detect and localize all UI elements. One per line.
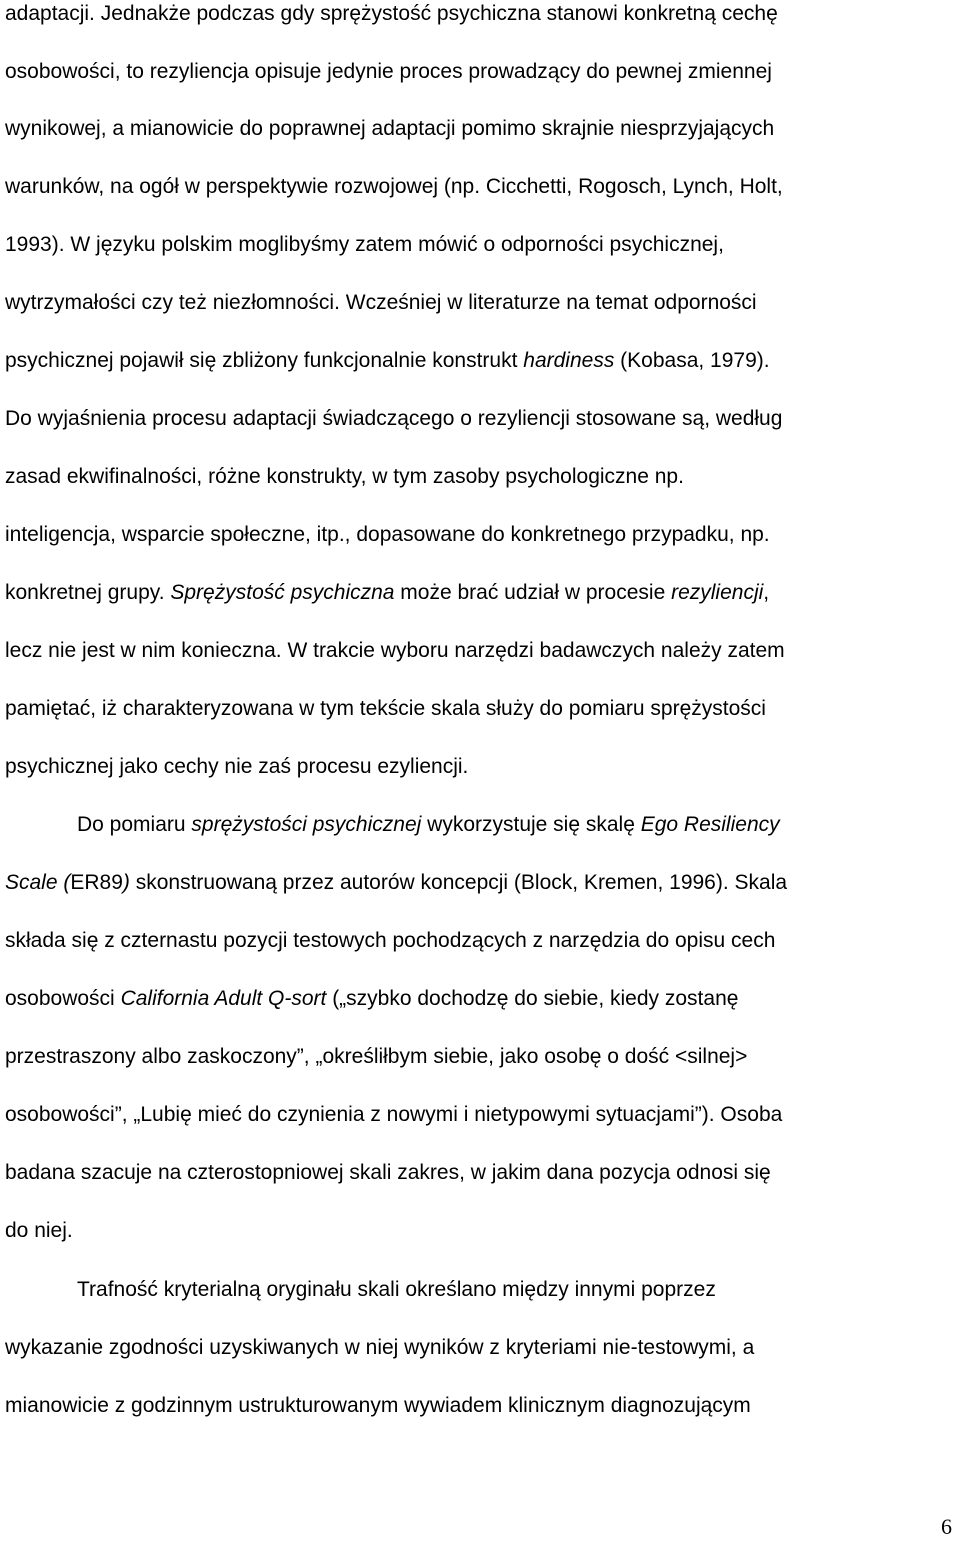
- text-line: [5, 175, 783, 199]
- text-line: [5, 1103, 782, 1127]
- text-run: wykazanie zgodności uzyskiwanych w niej wyników z kryteriami nie-testowymi, a: [5, 1336, 755, 1359]
- text-run: pamiętać, iż charakteryzowana w tym tekście skala służy do pomiaru sprężystości: [5, 697, 766, 720]
- italic-term: rezyliencji: [671, 581, 764, 604]
- page-number: 6: [941, 1514, 952, 1539]
- text-run: składa się z czternastu pozycji testowych pochodzących z narzędzia do opisu cech: [5, 929, 776, 952]
- text-line: [5, 1045, 747, 1069]
- text-line: [5, 697, 766, 721]
- text-run: osobowości: [5, 987, 121, 1010]
- text-line: [5, 871, 787, 895]
- text-line: [5, 523, 770, 547]
- text-run: Do pomiaru: [77, 813, 192, 836]
- text-line: [5, 929, 775, 953]
- text-run: wytrzymałości czy też niezłomności. Wcześniej w literaturze na temat odporności: [5, 291, 757, 314]
- text-line: [77, 1278, 716, 1302]
- text-line: [5, 1336, 754, 1360]
- text-line: [5, 465, 684, 489]
- text-line: [77, 813, 780, 837]
- text-line: [5, 1394, 751, 1418]
- text-run: Do wyjaśnienia procesu adaptacji świadczącego o rezyliencji stosowane są, według: [5, 407, 783, 430]
- italic-term: California Adult Q-sort: [120, 987, 327, 1010]
- text-line: [5, 755, 468, 779]
- text-run: skonstruowaną przez autorów koncepcji (Block, Kremen, 1996). Skala: [129, 871, 788, 894]
- italic-term: Scale (: [5, 871, 71, 894]
- text-line: [5, 639, 785, 663]
- text-run: do niej.: [5, 1219, 73, 1242]
- text-run: mianowicie z godzinnym ustrukturowanym wywiadem klinicznym diagnozującym: [5, 1394, 751, 1417]
- italic-term: Sprężystość psychiczna: [170, 581, 395, 604]
- italic-term: hardiness: [523, 349, 615, 372]
- text-run: osobowości, to rezyliencja opisuje jedynie proces prowadzący do pewnej zmiennej: [5, 60, 772, 83]
- text-line: [5, 1219, 73, 1243]
- text-run: zasad ekwifinalności, różne konstrukty, w tym zasoby psychologiczne np.: [5, 465, 684, 488]
- text-line: [5, 60, 772, 84]
- text-line: [5, 117, 774, 141]
- text-line: [5, 987, 738, 1011]
- text-line: [5, 2, 778, 26]
- text-run: wykorzystuje się skalę: [421, 813, 641, 836]
- text-line: [5, 407, 782, 431]
- italic-term: ): [122, 871, 130, 894]
- text-run: („szybko dochodzę do siebie, kiedy zostanę: [326, 987, 739, 1010]
- text-run: wynikowej, a mianowicie do poprawnej adaptacji pomimo skrajnie niesprzyjających: [5, 117, 775, 140]
- text-run: przestraszony albo zaskoczony”, „określiłbym siebie, jako osobę o dość <silnej>: [5, 1045, 748, 1068]
- text-run: Trafność kryterialną oryginału skali określano między innymi poprzez: [77, 1278, 716, 1301]
- text-line: [5, 581, 769, 605]
- text-run: badana szacuje na czterostopniowej skali zakres, w jakim dana pozycja odnosi się: [5, 1161, 771, 1184]
- text-run: adaptacji. Jednakże podczas gdy sprężystość psychiczna stanowi konkretną cechę: [5, 2, 778, 25]
- italic-term: Ego Resiliency: [640, 813, 780, 836]
- italic-term: sprężystości psychicznej: [191, 813, 422, 836]
- text-run: może brać udział w procesie: [394, 581, 672, 604]
- text-run: inteligencja, wsparcie społeczne, itp., dopasowane do konkretnego przypadku, np.: [5, 523, 770, 546]
- text-run: 1993). W języku polskim moglibyśmy zatem mówić o odporności psychicznej,: [5, 233, 724, 256]
- text-run: ,: [763, 581, 770, 604]
- text-line: [5, 291, 757, 315]
- text-line: [5, 1161, 771, 1185]
- text-run: lecz nie jest w nim konieczna. W trakcie wyboru narzędzi badawczych należy zatem: [5, 639, 785, 662]
- text-line: [5, 233, 724, 257]
- text-run: ER89: [70, 871, 123, 894]
- text-run: osobowości”, „Lubię mieć do czynienia z nowymi i nietypowymi sytuacjami”). Osoba: [5, 1103, 783, 1126]
- text-run: warunków, na ogół w perspektywie rozwojowej (np. Cicchetti, Rogosch, Lynch, Holt,: [5, 175, 783, 198]
- text-run: psychicznej jako cechy nie zaś procesu ezyliencji.: [5, 755, 469, 778]
- text-run: konkretnej grupy.: [5, 581, 171, 604]
- text-run: (Kobasa, 1979).: [614, 349, 770, 372]
- text-line: [5, 349, 770, 373]
- text-run: psychicznej pojawił się zbliżony funkcjonalnie konstrukt: [5, 349, 524, 372]
